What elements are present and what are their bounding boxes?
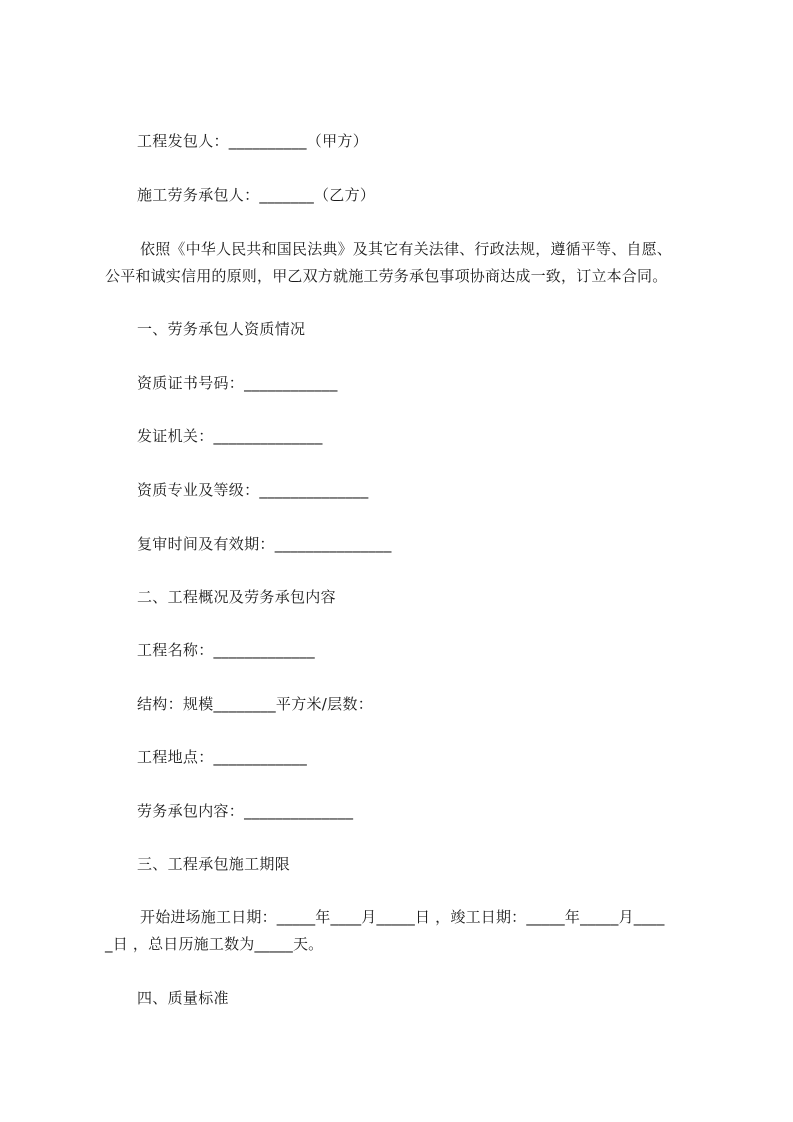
qualification-grade-line: 资质专业及等级：______________ [137,481,369,499]
schedule-line-2: _日 ，总日历施工数为_____天。 [105,935,324,953]
section-heading-1: 一、劳务承包人资质情况 [137,320,306,338]
certificate-number-line: 资质证书号码：____________ [137,374,338,392]
issuing-authority-line: 发证机关：______________ [137,427,323,445]
labor-content-line: 劳务承包内容：______________ [137,802,354,820]
employer-line: 工程发包人：__________（甲方） [137,132,369,150]
section-heading-3: 三、工程承包施工期限 [137,855,291,873]
review-validity-line: 复审时间及有效期：_______________ [137,535,392,553]
project-name-line: 工程名称：_____________ [137,641,315,659]
project-location-line: 工程地点：____________ [137,748,308,766]
intro-paragraph-line-1: 依照《中华人民共和国民法典》及其它有关法律、行政法规，遵循平等、自愿、 [140,240,673,258]
section-heading-2: 二、工程概况及劳务承包内容 [137,588,336,606]
structure-scale-line: 结构：规模________平方米/层数： [137,695,374,713]
section-heading-4: 四、质量标准 [137,989,229,1007]
schedule-line-1: 开始进场施工日期：_____年____月_____日 ，竣工日期：_____年_____月____ [140,908,665,926]
contractor-line: 施工劳务承包人：_______（乙方） [137,186,376,204]
intro-paragraph-line-2: 公平和诚实信用的原则，甲乙双方就施工劳务承包事项协商达成一致，订立本合同。 [105,267,668,285]
